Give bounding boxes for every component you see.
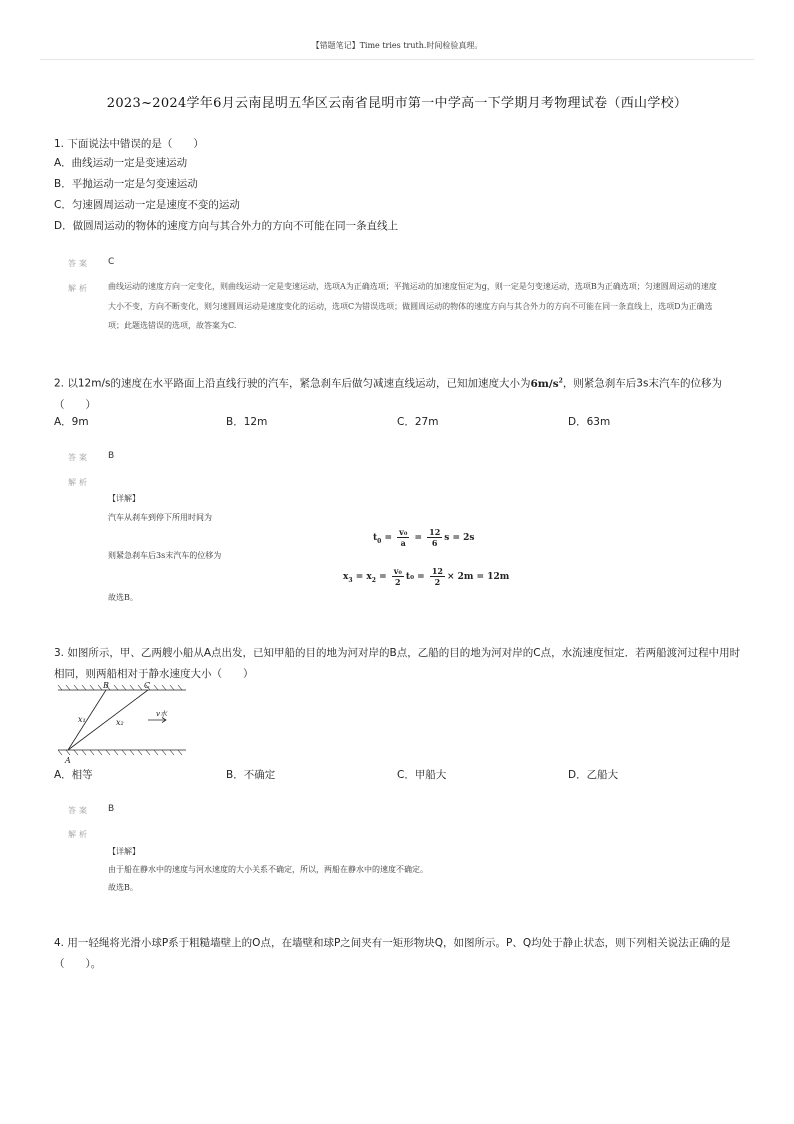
q1-analysis-text: 曲线运动的速度方向一定变化，则曲线运动一定是变速运动，选项A为正确选项；平抛运动的加速度恒定为g，则一定是匀变速运动，选项B为正确选项；匀速圆周运动的速度大小不变，方向不断变化，则匀速圆周运动是速度变化的运动，选项C为错误选项；做圆周运动的物体的速度方向与其合外力的方向不可能在同一条直线上，选项D为正确选项；此题选错误的选项，故答案为C.	[108, 282, 717, 330]
q2-acceleration: $6m/s^2$	[530, 377, 563, 390]
q3-analysis-label: 解析	[68, 830, 90, 839]
q1-option-a: A．曲线运动一定是变速运动	[54, 157, 188, 169]
q2-option-d: D．63m	[568, 416, 611, 428]
q3-option-d: D．乙船大	[568, 769, 619, 781]
q2-conclusion: 故选B。	[108, 593, 138, 602]
q2-line-2: 则紧急刹车后3s末汽车的位移为	[108, 551, 222, 560]
q1-answer-value: C	[108, 257, 115, 267]
page-title: 2023~2024学年6月云南昆明五华区云南省昆明市第一中学高一下学期月考物理试卷（西山学校）	[106, 96, 688, 111]
q3-river-figure	[56, 680, 190, 766]
q2-stem-part-a: 2. 以12m/s的速度在水平路面上沿直线行驶的汽车，紧急刹车后做匀减速直线运动，已知加速度大小为	[54, 377, 531, 390]
fig-label-a: A	[65, 756, 71, 765]
q3-detail-text: 由于船在静水中的速度与河水速度的大小关系不确定，所以，两船在静水中的速度不确定。	[108, 865, 428, 874]
q3-answer-label: 答案	[68, 806, 90, 815]
q3-option-c: C．甲船大	[397, 769, 447, 781]
q4-stem: 4. 用一轻绳将光滑小球P系于粗糙墙壁上的O点，在墙壁和球P之间夹有一矩形物块Q，如图所示。P、Q均处于静止状态，则下列相关说法正确的是（ ）。	[54, 937, 731, 970]
fig-label-c: C	[144, 681, 151, 690]
q1-answer-label: 答案	[68, 259, 90, 268]
fig-label-v-water: v水	[156, 710, 167, 718]
q2-detail-heading: 【详解】	[108, 494, 140, 503]
q1-analysis-label: 解析	[68, 284, 90, 293]
q3-detail-heading: 【详解】	[108, 847, 140, 856]
q2-stem-part-c: （ ）	[54, 398, 96, 411]
q2-answer-value: B	[108, 451, 115, 461]
q2-option-c: C．27m	[397, 416, 439, 428]
fig-label-x2: x₂	[116, 718, 124, 727]
q1-option-c: C．匀速圆周运动一定是速度不变的运动	[54, 199, 240, 211]
header-divider	[40, 59, 754, 60]
q3-option-a: A．相等	[54, 769, 93, 781]
q1-stem: 1. 下面说法中错误的是（ ）	[54, 138, 204, 150]
header-note: 【错题笔记】Time tries truth.时间检验真理。	[311, 41, 483, 50]
q2-option-b: B．12m	[226, 416, 268, 428]
fig-label-b: B	[103, 681, 109, 690]
q2-stem	[54, 370, 744, 416]
q3-option-b: B．不确定	[226, 769, 276, 781]
q3-stem: 3. 如图所示，甲、乙两艘小船从A点出发，已知甲船的目的地为河对岸的B点，乙船的目的地为河对岸的C点，水流速度恒定．若两船渡河过程中用时相同，则两船相对于静水速度大小（ ）	[54, 647, 741, 680]
q2-answer-label: 答案	[68, 453, 90, 462]
q1-option-b: B．平抛运动一定是匀变速运动	[54, 178, 198, 190]
q2-formula-time: $t_0$ = $\frac{\text{v₀}}{a}$ = $\frac{12}{6}$ s = 2s	[373, 527, 475, 548]
q1-option-d: D．做圆周运动的物体的速度方向与其合外力的方向不可能在同一条直线上	[54, 220, 399, 232]
q2-option-a: A．9m	[54, 416, 89, 428]
fig-label-x1: x₁	[78, 715, 86, 724]
q3-answer-value: B	[108, 804, 115, 814]
q3-conclusion: 故选B。	[108, 883, 138, 892]
q2-line-1: 汽车从刹车到停下所用时间为	[108, 513, 212, 522]
q2-stem-part-b: ，则紧急刹车后3s末汽车的位移为	[562, 377, 722, 390]
q2-formula-displacement: $x_3 = x_2$ = $\frac{\text{v₀}}{2}$ t₀ = $\frac{12}{2}$ × 2m = 12m	[343, 566, 510, 587]
q2-analysis-label: 解析	[68, 478, 90, 487]
